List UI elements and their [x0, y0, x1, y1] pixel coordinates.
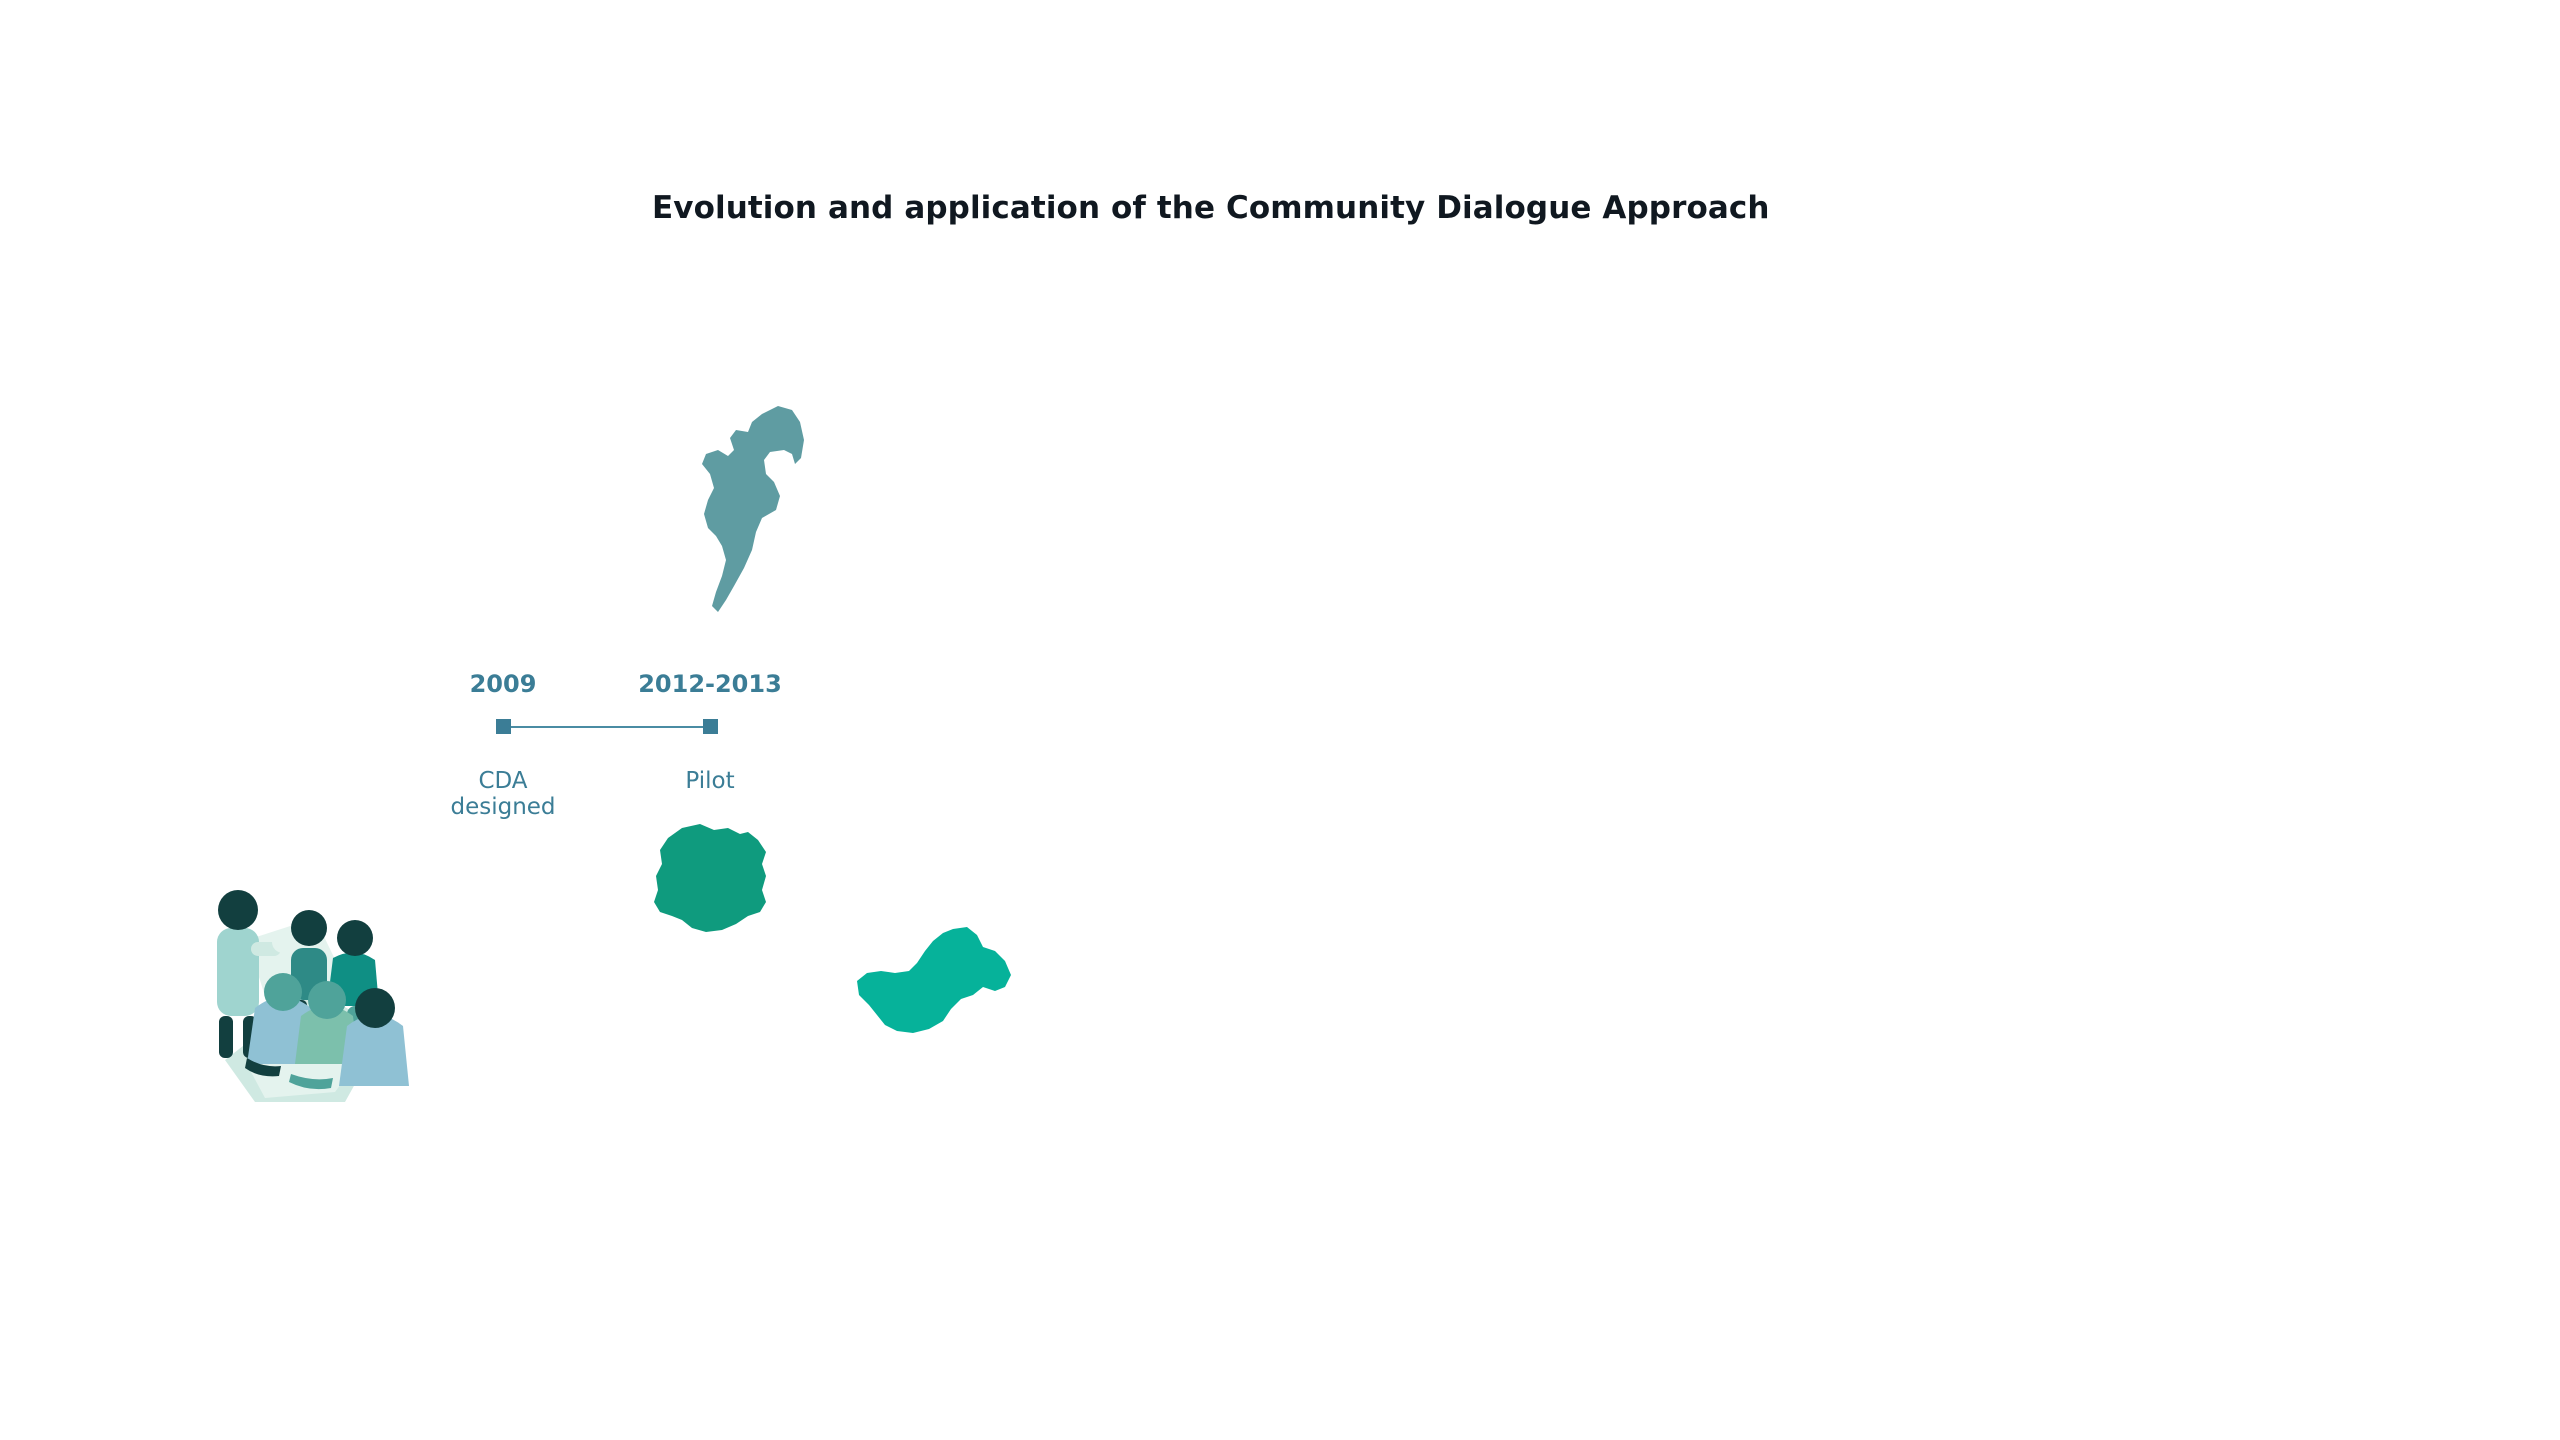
timeline-node-1[interactable]: [496, 719, 511, 734]
zambia-map-icon: [855, 925, 1015, 1049]
timeline-label-2-line1: Pilot: [685, 768, 735, 794]
timeline-label-1: [428, 768, 578, 821]
timeline-label-1-line2: designed: [450, 794, 556, 821]
uganda-map-icon: [648, 820, 778, 954]
mozambique-map-icon: [700, 400, 840, 624]
timeline-line: [504, 726, 710, 728]
timeline-label-1-line1: CDA: [478, 768, 528, 794]
timeline-node-2[interactable]: [703, 719, 718, 734]
people-group-icon: [195, 830, 485, 1124]
timeline-year-1: 2009: [469, 670, 537, 698]
page-title: Evolution and application of the Community Dialogue Approach: [652, 190, 1770, 226]
timeline-year-2: 2012-2013: [638, 670, 782, 698]
timeline-label-2: [615, 768, 805, 794]
